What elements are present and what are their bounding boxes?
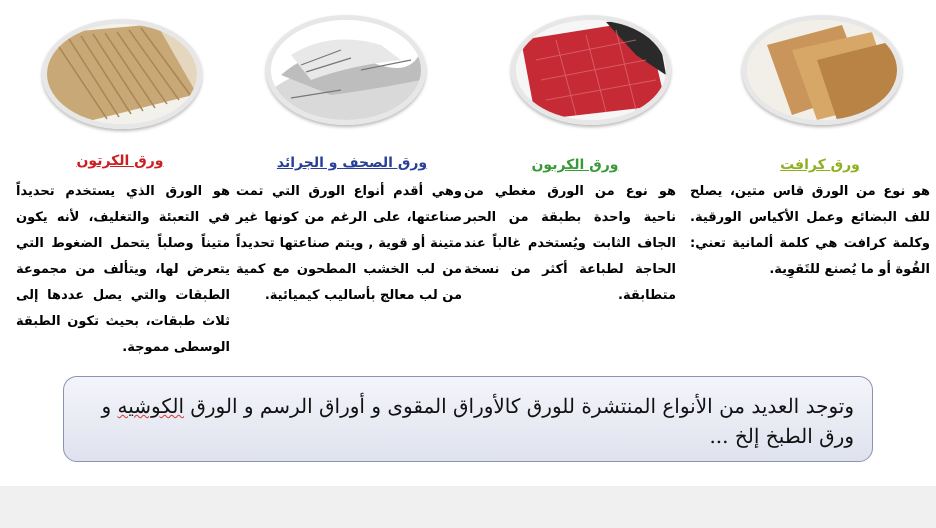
carbon-paper-description: هو نوع من الورق مغطي من ناحية واحدة بطبقة من الحبر الجاف الثابت ويُستخدم غالباً عند الحاجة لطباعة أكثر من نسخة متطابقة. bbox=[464, 184, 676, 303]
kraft-paper-description: هو نوع من الورق قاس متين، يصلح للف البضائع وعمل الأكياس الورقية. وكلمة كرافت هي كلمة ألمانية تعني: القُوة أو ما يُصنع للتَقوِية. bbox=[690, 184, 930, 277]
summary-callout-box bbox=[63, 376, 873, 462]
callout-text-end: و ورق الطبخ إلخ ... bbox=[101, 394, 854, 448]
kraft-paper-title: ورق كرافت bbox=[780, 157, 860, 173]
kraft-paper-image bbox=[742, 15, 902, 125]
newspaper-paper-description: وهي أقدم أنواع الورق التي تمت صناعتها، على الرغم من كونها غير متينة أو قوية , ويتم صناعتها تحديداً من لب الخشب المطحون مع كمية من لب معالج بأساليب كيميائية. bbox=[236, 184, 462, 303]
carbon-paper-image bbox=[511, 15, 671, 125]
cardboard-image bbox=[42, 19, 202, 129]
newspaper-paper-title: ورق الصحف و الجرائد bbox=[276, 155, 428, 171]
cardboard-paper-title: ورق الكرتون bbox=[76, 153, 164, 169]
cardboard-paper-description: هو الورق الذي يستخدم تحديداً في التعبئة والتغليف، لأنه يكون متيناً وصلباً يتحمل الضغوط التي يتعرض لها، ويتألف من مجموعة الطبقات والتي يصل عددها إلى ثلاث طبقات، بحيث تكون الطبقة الوسطى مموجة. bbox=[16, 184, 230, 355]
carbon-paper-title: ورق الكربون bbox=[531, 157, 619, 173]
callout-text-start: وتوجد العديد من الأنواع المنتشرة للورق كالأوراق المقوى و أوراق الرسم و الورق bbox=[184, 394, 854, 418]
newspapers-image bbox=[266, 15, 426, 125]
callout-spellcheck-word: الكوشيه bbox=[117, 394, 185, 418]
